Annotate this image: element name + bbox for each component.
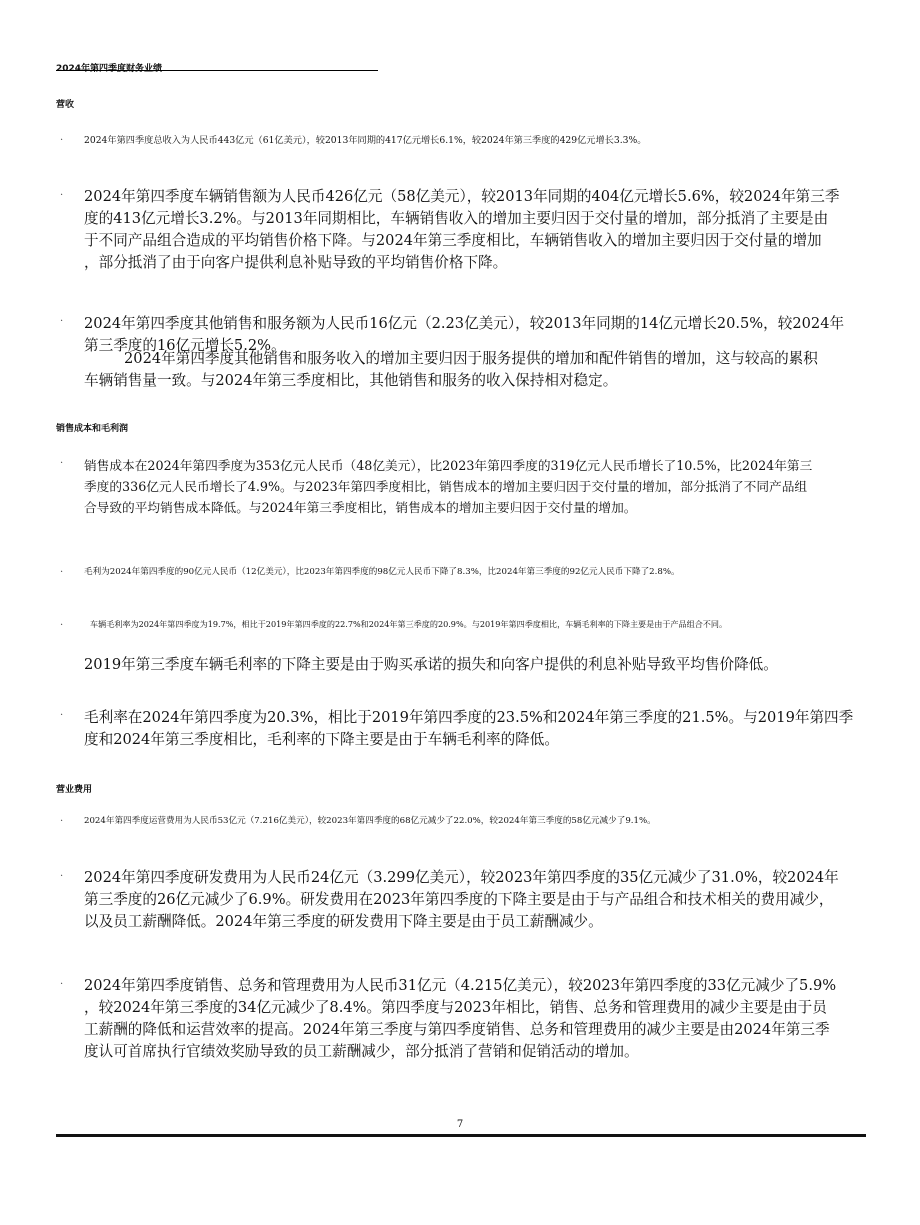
paragraph-cost-of-sales (84, 455, 812, 518)
paragraph-rnd-expenses (84, 867, 839, 933)
section-heading-cost: 销售成本和毛利润 (56, 424, 129, 434)
paragraph-gross-margin (84, 707, 853, 751)
bullet-marker: · (60, 135, 64, 146)
text-line: 度和2024年第三季度相比，毛利率的下降主要是由于车辆毛利率的降低。 (84, 731, 559, 748)
bullet-marker: · (60, 620, 64, 631)
paragraph-vehicle-sales (84, 186, 839, 274)
text-line: 2024年第四季度销售、总务和管理费用为人民币31亿元（4.215亿美元），较2023年第四季度的33亿元减少了5.9% (84, 977, 837, 994)
text-line: 于不同产品组合造成的平均销售价格下降。与2024年第三季度相比，车辆销售收入的增加主要归因于交付量的增加 (84, 232, 822, 249)
bullet-marker: · (60, 816, 64, 827)
text-line: ，部分抵消了由于向客户提供利息补贴导致的平均销售价格下降。 (84, 254, 508, 271)
section-heading-opex: 营业费用 (56, 785, 93, 795)
bullet-marker: · (60, 190, 64, 201)
text-line: 度认可首席执行官绩效奖励导致的员工薪酬减少，部分抵消了营销和促销活动的增加。 (84, 1043, 639, 1060)
paragraph-vehicle-margin-continued: 2019年第三季度车辆毛利率的下降主要是由于购买承诺的损失和向客户提供的利息补贴导致平均售价降低。 (84, 656, 778, 673)
text-line: 销售成本在2024年第四季度为353亿元人民币（48亿美元），比2023年第四季度的319亿元人民币增长了10.5%，比2024年第三 (84, 458, 813, 473)
bullet-marker: · (60, 871, 64, 882)
page-title: 2024年第四季度财务业绩 (56, 64, 163, 74)
bullet-marker: · (60, 458, 64, 469)
text-line: 第三季度的16亿元增长5.2%。 (84, 337, 286, 354)
text-line: 度的413亿元增长3.2%。与2013年同期相比，车辆销售收入的增加主要归因于交付量的增加，部分抵消了主要是由 (84, 210, 829, 227)
text-line: ，较2024年第三季度的34亿元减少了8.4%。第四季度与2023年相比，销售、总务和管理费用的减少主要是由于员 (84, 999, 827, 1016)
paragraph-operating-expenses: 2024年第四季度运营费用为人民币53亿元（7.216亿美元），较2023年第四季度的68亿元减少了22.0%，较2024年第三季度的58亿元减少了9.1%。 (84, 816, 656, 826)
overlapping-text-line: 2024年第四季度其他销售和服务收入的增加主要归因于服务提供的增加和配件销售的增加，这与较高的累积 (124, 350, 818, 367)
page-number: 7 (456, 1119, 464, 1130)
text-line: 以及员工薪酬降低。2024年第三季度的研发费用下降主要是由于员工薪酬减少。 (84, 913, 603, 930)
bullet-marker: · (60, 710, 64, 721)
text-line: 2024年第四季度其他销售和服务额为人民币16亿元（2.23亿美元），较2013年同期的14亿元增长20.5%，较2024年 (84, 315, 845, 332)
paragraph-total-revenue: 2024年第四季度总收入为人民币443亿元（61亿美元），较2013年同期的417亿元增长6.1%，较2024年第三季度的429亿元增长3.3%。 (84, 135, 647, 146)
bullet-marker: · (60, 567, 64, 578)
paragraph-other-sales-continued: 车辆销售量一致。与2024年第三季度相比，其他销售和服务的收入保持相对稳定。 (84, 372, 618, 389)
paragraph-vehicle-margin: 车辆毛利率为2024年第四季度为19.7%，相比于2019年第四季度的22.7%和2024年第三季度的20.9%。与2019年第四季度相比，车辆毛利率的下降主要是由于产品组合不同。 (90, 619, 728, 629)
title-underline (56, 70, 378, 71)
text-line: 毛利率在2024年第四季度为20.3%，相比于2019年第四季度的23.5%和2024年第三季度的21.5%。与2019年第四季 (84, 709, 854, 726)
text-line: 2024年第四季度研发费用为人民币24亿元（3.299亿美元），较2023年第四季度的35亿元减少了31.0%，较2024年 (84, 869, 839, 886)
footer-rule (56, 1134, 866, 1137)
paragraph-gross-profit: 毛利为2024年第四季度的90亿元人民币（12亿美元），比2023年第四季度的98亿元人民币下降了8.3%，比2024年第三季度的92亿元人民币下降了2.8%。 (84, 567, 680, 577)
section-heading-revenue: 营收 (56, 100, 75, 110)
paragraph-sga-expenses (84, 975, 836, 1063)
text-line: 第三季度的26亿元减少了6.9%。研发费用在2023年第四季度的下降主要是由于与产品组合和技术相关的费用减少， (84, 891, 834, 908)
bullet-marker: · (60, 979, 64, 990)
bullet-marker: · (60, 316, 64, 327)
text-line: 工薪酬的降低和运营效率的提高。2024年第三季度与第四季度销售、总务和管理费用的减少主要是由2024年第三季 (84, 1021, 830, 1038)
text-line: 季度的336亿元人民币增长了4.9%。与2023年第四季度相比，销售成本的增加主要归因于交付量的增加，部分抵消了不同产品组 (84, 479, 808, 494)
text-line: 合导致的平均销售成本降低。与2024年第三季度相比，销售成本的增加主要归因于交付量的增加。 (84, 500, 637, 515)
text-line: 2024年第四季度车辆销售额为人民币426亿元（58亿美元），较2013年同期的404亿元增长5.6%，较2024年第三季 (84, 188, 840, 205)
